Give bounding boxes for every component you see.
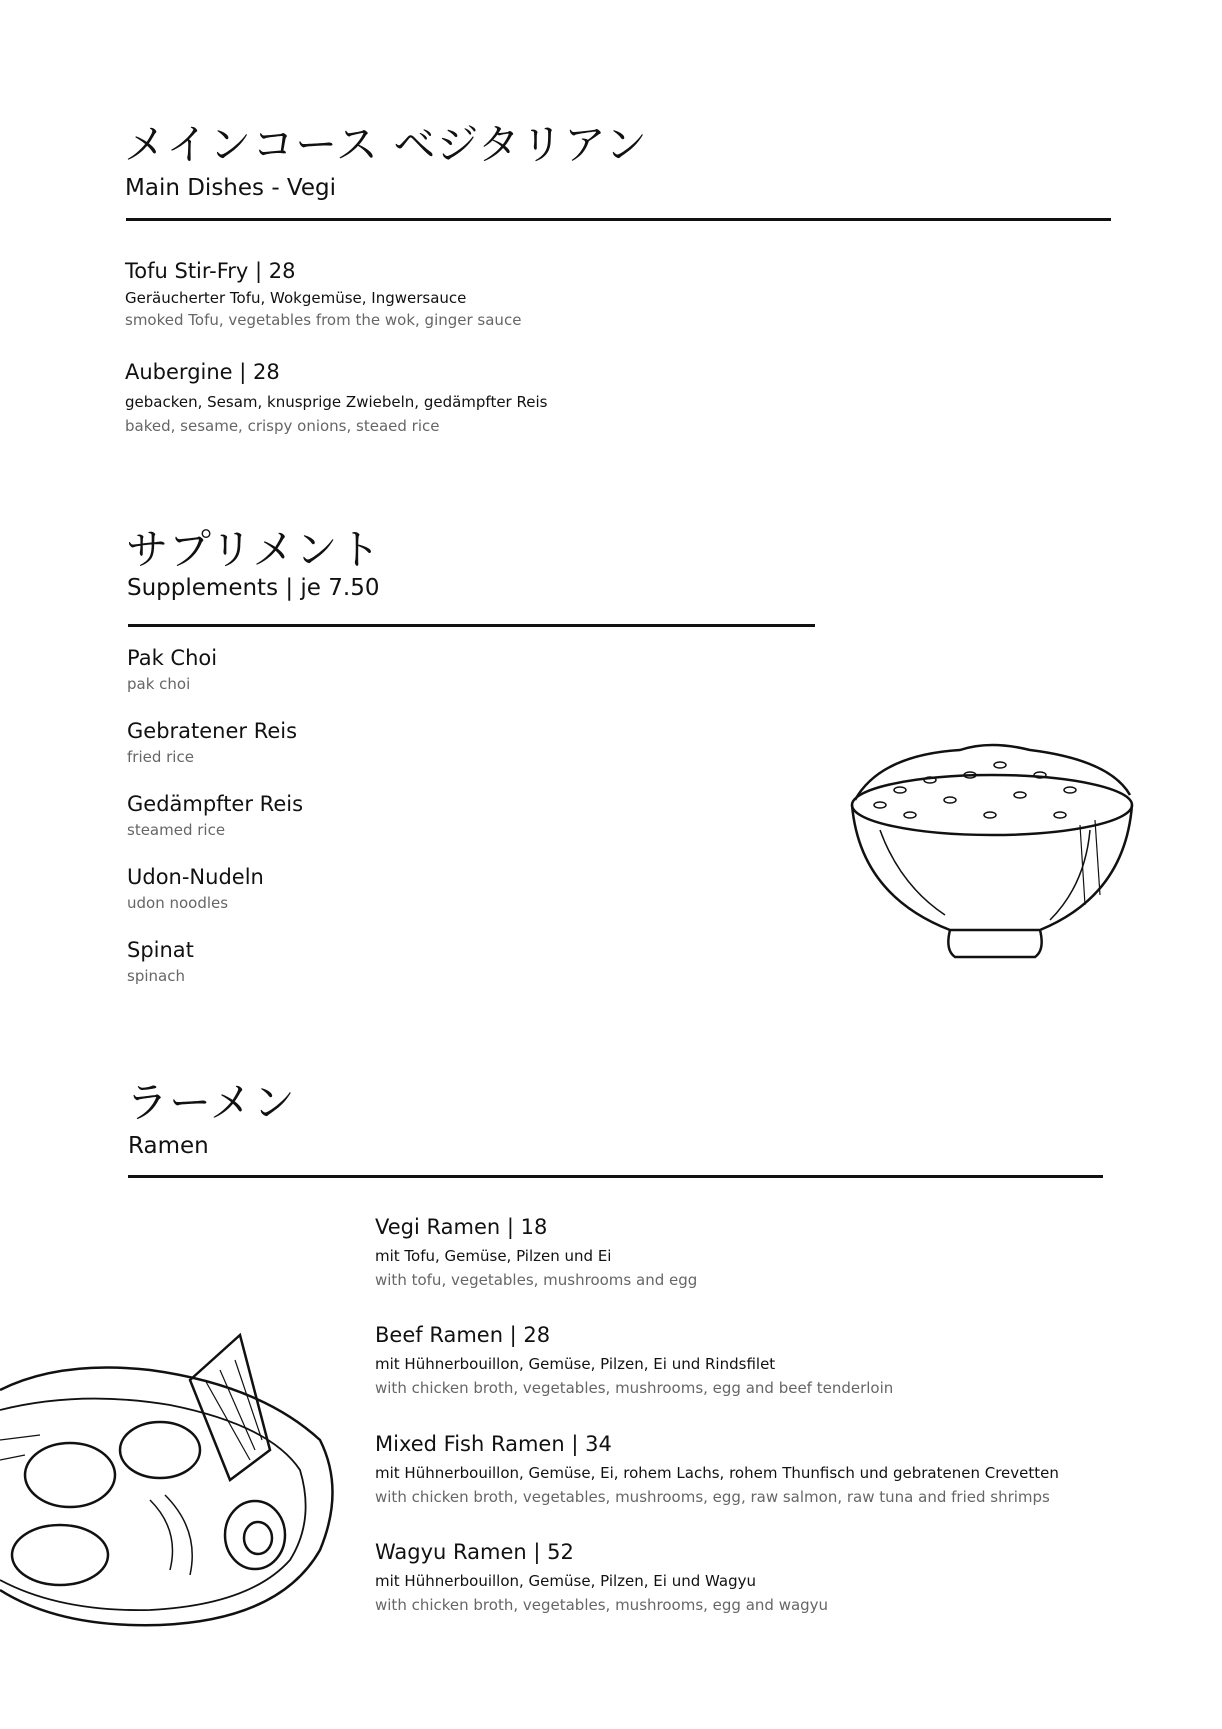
item-desc-de: mit Hühnerbouillon, Gemüse, Pilzen, Ei und Rindsfilet: [375, 1355, 776, 1373]
menu-item: [125, 362, 547, 434]
supplement-item: [127, 867, 264, 911]
item-title: Wagyu Ramen | 52: [375, 1540, 574, 1564]
item-title: Gebratener Reis: [127, 719, 298, 743]
menu-item: [375, 1542, 828, 1613]
item-desc-de: Geräucherter Tofu, Wokgemüse, Ingwersauce: [125, 289, 467, 307]
item-desc-en: pak choi: [127, 675, 191, 693]
ramen-title-jp: ラーメン: [126, 1078, 296, 1127]
item-title: Aubergine | 28: [125, 360, 280, 384]
item-desc-en: with tofu, vegetables, mushrooms and egg: [375, 1271, 698, 1289]
ramen-title: Ramen: [128, 1133, 209, 1159]
item-desc-de: mit Hühnerbouillon, Gemüse, Pilzen, Ei und Wagyu: [375, 1572, 756, 1590]
divider: [128, 1175, 1103, 1178]
item-desc-en: steamed rice: [127, 821, 226, 839]
item-desc-en: with chicken broth, vegetables, mushrooms, egg, raw salmon, raw tuna and fried shrimps: [375, 1488, 1050, 1506]
item-title: Mixed Fish Ramen | 34: [375, 1432, 612, 1456]
item-title: Vegi Ramen | 18: [375, 1215, 548, 1239]
divider: [126, 218, 1111, 221]
item-title: Beef Ramen | 28: [375, 1323, 551, 1347]
item-desc-en: baked, sesame, crispy onions, steaed rice: [125, 417, 440, 435]
supplement-item: [127, 794, 303, 838]
supplements-title: Supplements | je 7.50: [127, 575, 380, 601]
item-title: Gedämpfter Reis: [127, 792, 304, 816]
rice-bowl-illustration: [840, 735, 1145, 965]
item-desc-de: mit Tofu, Gemüse, Pilzen und Ei: [375, 1247, 612, 1265]
menu-item: [125, 261, 521, 328]
item-desc-en: smoked Tofu, vegetables from the wok, ginger sauce: [125, 311, 522, 329]
ramen-bowl-illustration: [0, 1330, 340, 1635]
vegi-title-jp: メインコース ベジタリアン: [124, 120, 649, 169]
item-desc-de: gebacken, Sesam, knusprige Zwiebeln, gedämpfter Reis: [125, 393, 548, 411]
supplement-item: [127, 940, 194, 984]
divider: [128, 624, 815, 627]
item-title: Spinat: [127, 938, 194, 962]
item-desc-de: mit Hühnerbouillon, Gemüse, Ei, rohem Lachs, rohem Thunfisch und gebratenen Crevetten: [375, 1464, 1059, 1482]
item-desc-en: with chicken broth, vegetables, mushrooms, egg and beef tenderloin: [375, 1379, 894, 1397]
supplement-item: [127, 648, 217, 692]
item-title: Tofu Stir-Fry | 28: [125, 259, 296, 283]
item-desc-en: udon noodles: [127, 894, 229, 912]
item-title: Udon-Nudeln: [127, 865, 264, 889]
supplement-item: [127, 721, 297, 765]
item-desc-en: fried rice: [127, 748, 194, 766]
item-desc-en: spinach: [127, 967, 185, 985]
supplements-title-jp: サプリメント: [126, 525, 382, 574]
menu-item: [375, 1217, 697, 1288]
item-desc-en: with chicken broth, vegetables, mushrooms, egg and wagyu: [375, 1596, 829, 1614]
item-title: Pak Choi: [127, 646, 218, 670]
menu-item: [375, 1434, 1059, 1505]
menu-item: [375, 1325, 893, 1396]
vegi-title: Main Dishes - Vegi: [125, 175, 337, 201]
